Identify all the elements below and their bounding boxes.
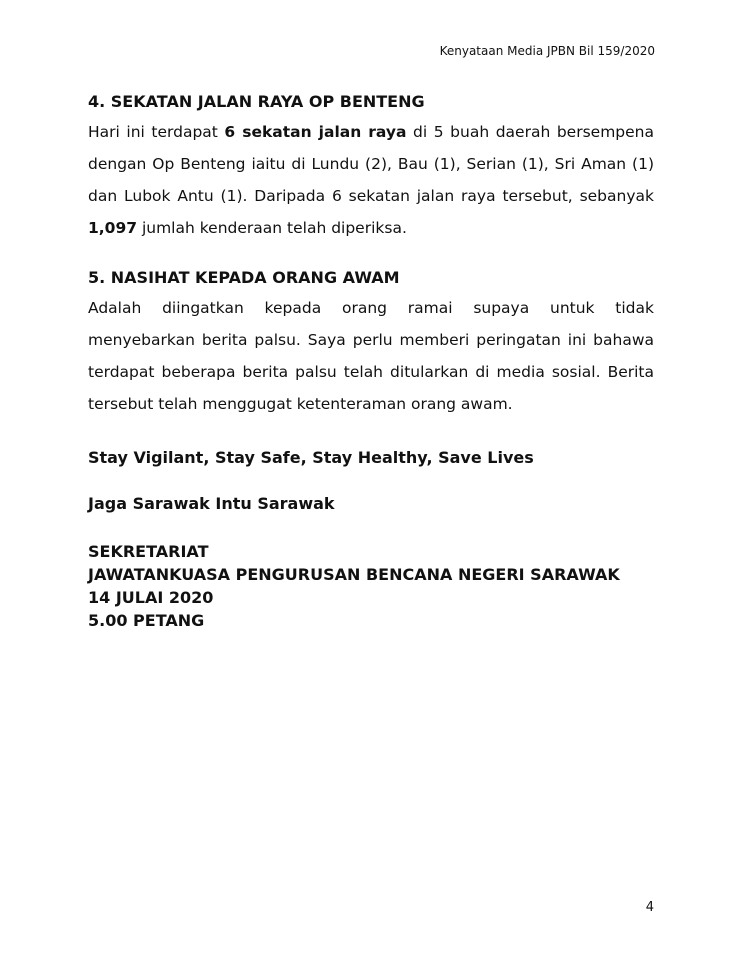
signoff-committee: JAWATANKUASA PENGURUSAN BENCANA NEGERI SARAWAK: [88, 565, 620, 584]
document-reference: Kenyataan Media JPBN Bil 159/2020: [439, 44, 655, 58]
section-public-advice: [88, 268, 654, 420]
signoff-block: [88, 540, 654, 632]
section-4-paragraph: [88, 116, 654, 244]
section-4-vehicle-count: 1,097: [88, 219, 138, 237]
slogan-stay-vigilant: Stay Vigilant, Stay Safe, Stay Healthy, Save Lives: [88, 448, 534, 467]
section-4-text-3: jumlah kenderaan telah diperiksa.: [137, 219, 407, 237]
section-5-heading: 5. NASIHAT KEPADA ORANG AWAM: [88, 268, 400, 287]
document-body: [88, 92, 654, 632]
page-number: 4: [645, 900, 654, 915]
signoff-date: 14 JULAI 2020: [88, 588, 214, 607]
section-5-paragraph: Adalah diingatkan kepada orang ramai supaya untuk tidak menyebarkan berita palsu. Saya perlu memberi peringatan ini bahawa terdapat beberapa berita palsu telah ditularkan di media sosial. Berita tersebut telah menggugat ketenteraman orang awam.: [88, 299, 654, 413]
signoff-secretariat: SEKRETARIAT: [88, 542, 209, 561]
section-road-blocks: [88, 92, 654, 244]
signoff-time: 5.00 PETANG: [88, 611, 205, 630]
section-4-roadblock-count: 6 sekatan jalan raya: [224, 123, 407, 141]
section-4-text-2: di 5 buah daerah bersempena dengan Op Benteng iaitu di Lundu (2), Bau (1), Serian (1), Sri Aman (1) dan Lubok Antu (1). Daripada 6 sekatan jalan raya tersebut, sebanyak: [88, 123, 655, 205]
section-4-text-1: Hari ini terdapat: [88, 123, 225, 141]
slogan-jaga-sarawak: Jaga Sarawak Intu Sarawak: [88, 494, 335, 513]
section-4-heading: 4. SEKATAN JALAN RAYA OP BENTENG: [88, 92, 425, 111]
